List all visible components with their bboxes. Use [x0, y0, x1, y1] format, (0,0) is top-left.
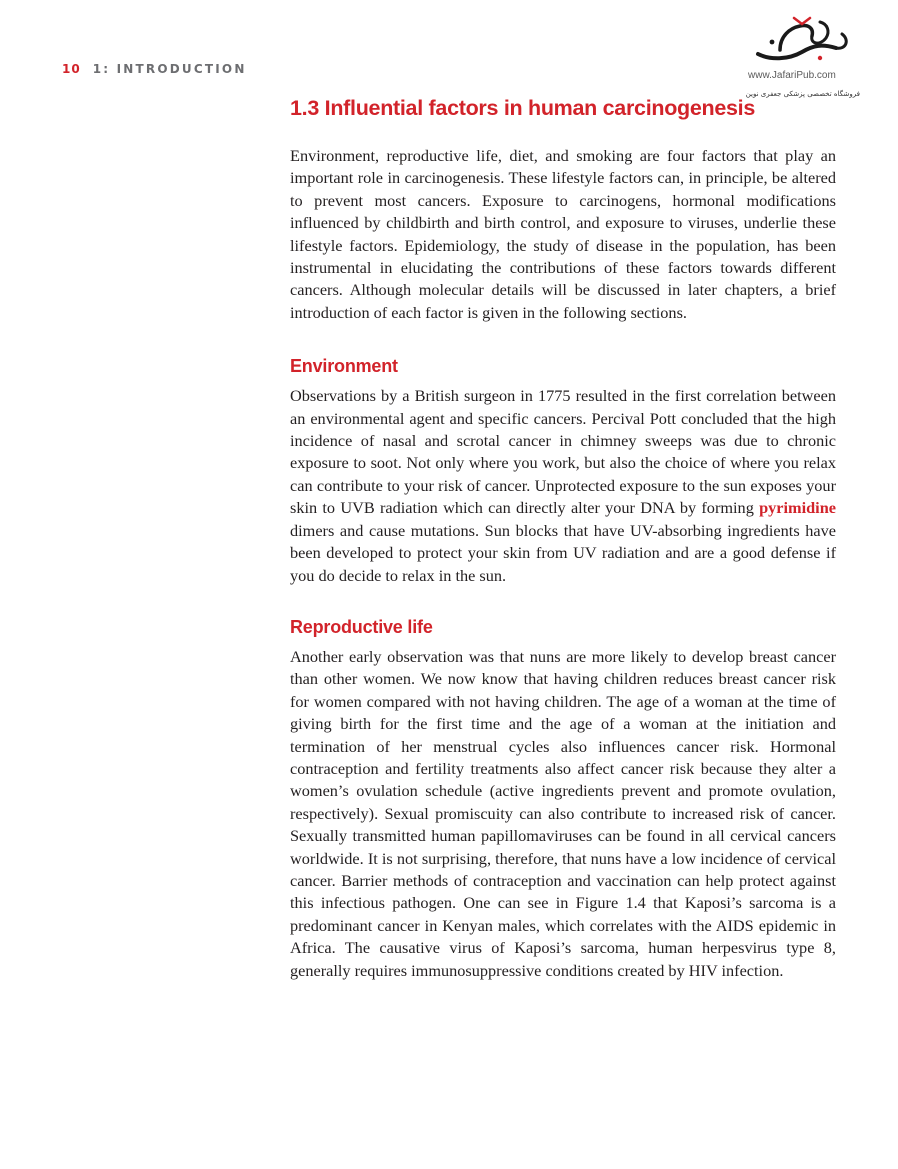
environment-heading: Environment: [290, 356, 398, 377]
watermark-tagline: فروشگاه تخصصی پزشکی جعفری نوین: [745, 90, 860, 98]
intro-paragraph: Environment, reproductive life, diet, and smoking are four factors that play an important role in carcinogenesis. These lifestyle factors can, in principle, be altered to prevent most cancers. Exposure to carcinogens, hormonal modifications influenced by childbirth and birth control, and exposure to viruses, underlie these lifestyle factors. Epidemiology, the study of disease in the population, has been instrumental in elucidating the contributions of these factors towards different cancers. Although molecular details will be discussed in later chapters, a brief introduction of each factor is given in the following sections.: [290, 146, 836, 322]
page-content: [290, 96, 836, 982]
reproductive-paragraph: Another early observation was that nuns are more likely to develop breast cancer than other women. We now know that having children reduces breast cancer risk for women compared with not having children. The age of a woman at the time of giving birth for the first time and the age of a woman at the initiation and termination of her menstrual cycles also influences cancer risk. Hormonal contraception and fertility treatments also affect cancer risk because they alter a women’s ovulation schedule (active ingredients prevent and promote ovulation, respectively). Sexual promiscuity can also contribute to increased risk of cancer. Sexually transmitted human papillomaviruses can be found in all cervical cancers worldwide. It is not surprising, therefore, that nuns have a low incidence of cervical cancer. Barrier methods of contraception and vaccination can help protect against this infectious pathogen. One can see in Figure 1.4 that Kaposi’s sarcoma is a predominant cancer in Kenyan males, which correlates with the AIDS epidemic in Africa. The causative virus of Kaposi’s sarcoma, human herpesvirus type 8, generally requires immunosuppressive conditions created by HIV infection.: [290, 646, 836, 980]
environment-paragraph: [290, 385, 836, 587]
page-number: 10: [62, 62, 81, 76]
section-title: 1.3 Influential factors in human carcinogenesis: [290, 96, 755, 120]
reproductive-heading: Reproductive life: [290, 616, 433, 637]
watermark-url: www.JafariPub.com: [748, 70, 836, 81]
environment-text-after: dimers and cause mutations. Sun blocks that have UV-absorbing ingredients have been developed to protect your skin from UV radiation and are a good defense if you do decide to relax in the sun.: [290, 520, 836, 585]
pyrimidine-keyword: pyrimidine: [759, 498, 836, 518]
running-head: [62, 62, 247, 76]
environment-text-before: Observations by a British surgeon in 1775 resulted in the first correlation between an environmental agent and specific cancers. Percival Pott concluded that the high incidence of nasal and scrotal cancer in chimney sweeps was due to chronic exposure to soot. Not only where you work, but also the choice of where you relax can contribute to your risk of cancer. Unprotected exposure to the sun exposes your skin to UVB radiation which can directly alter your DNA by forming: [290, 386, 836, 518]
publisher-watermark: [742, 14, 862, 106]
chapter-label: 1: INTRODUCTION: [92, 62, 247, 76]
calligraphy-logo-icon: [750, 14, 854, 68]
